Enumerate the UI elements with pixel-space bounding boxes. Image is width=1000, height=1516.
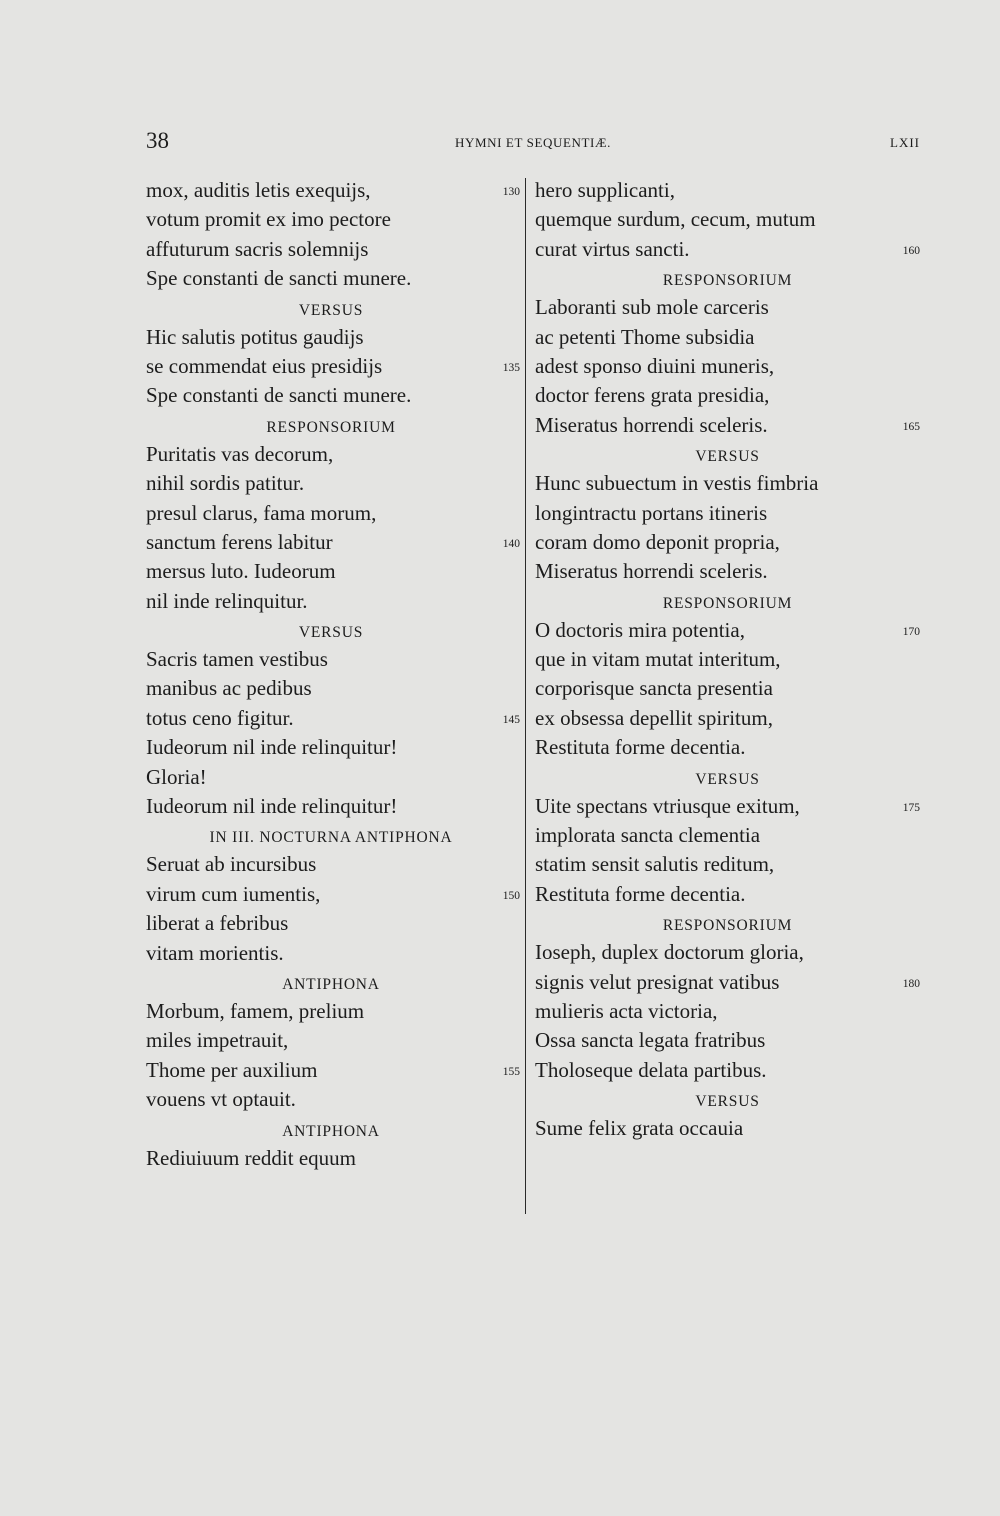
line-number: 175 (902, 801, 920, 814)
verse-line (146, 264, 516, 293)
verse-text: Gloria! (146, 764, 207, 789)
heading-text: RESPONSORIUM (662, 917, 793, 935)
verse-text: Spe constanti de sancti munere. (146, 383, 412, 408)
section-heading (535, 587, 920, 616)
verse-line (535, 176, 920, 205)
verse-text: mulieris acta victoria, (535, 998, 718, 1023)
verse-text: Tholoseque delata partibus. (535, 1057, 767, 1082)
verse-line (535, 352, 920, 381)
verse-text: signis velut presignat vatibus (535, 969, 780, 994)
line-number: 170 (902, 625, 920, 638)
verse-line (146, 792, 516, 821)
heading-text: RESPONSORIUM (266, 418, 396, 436)
verse-line (146, 939, 516, 968)
verse-text: vouens vt optauit. (146, 1087, 296, 1112)
verse-text: Sacris tamen vestibus (146, 647, 328, 672)
verse-text: Iudeorum nil inde relinquitur! (146, 794, 398, 819)
verse-text: curat virtus sancti. (535, 236, 690, 261)
verse-line (535, 469, 920, 498)
verse-text: Miseratus horrendi sceleris. (535, 559, 768, 584)
verse-line (146, 645, 516, 674)
verse-line (535, 323, 920, 352)
section-heading (146, 968, 516, 997)
verse-line (146, 880, 520, 909)
heading-text: VERSUS (298, 624, 364, 642)
verse-line (146, 674, 516, 703)
section-heading (146, 294, 516, 323)
verse-line (146, 1026, 516, 1055)
verse-text: Puritatis vas decorum, (146, 441, 334, 466)
verse-line (146, 381, 516, 410)
line-number: 180 (902, 977, 920, 990)
line-number: 150 (502, 889, 520, 902)
verse-line (146, 528, 520, 557)
verse-text: Ossa sancta legata fratribus (535, 1028, 766, 1053)
section-heading (535, 1085, 920, 1114)
heading-text: IN III. NOCTURNA ANTIPHONA (209, 829, 453, 847)
verse-line (535, 1114, 920, 1143)
verse-line (146, 235, 516, 264)
line-number: 155 (502, 1065, 520, 1078)
verse-text: implorata sancta clementia (535, 823, 761, 848)
verse-line (146, 1085, 516, 1114)
verse-line (535, 997, 920, 1026)
verse-line (535, 293, 920, 322)
verse-text: O doctoris mira potentia, (535, 617, 745, 642)
verse-line (146, 1056, 520, 1085)
line-number: 145 (502, 713, 520, 726)
right-column (535, 176, 920, 1144)
verse-line (535, 968, 920, 997)
verse-line (146, 323, 516, 352)
verse-text: Miseratus horrendi sceleris. (535, 412, 768, 437)
verse-line (535, 821, 920, 850)
verse-line (535, 528, 920, 557)
verse-line (146, 469, 516, 498)
verse-line (535, 704, 920, 733)
verse-line (535, 880, 920, 909)
verse-text: que in vitam mutat interitum, (535, 647, 781, 672)
verse-text: Spe constanti de sancti munere. (146, 266, 412, 291)
verse-text: Rediuiuum reddit equum (146, 1145, 356, 1170)
heading-text: RESPONSORIUM (662, 272, 793, 290)
verse-text: Ioseph, duplex doctorum gloria, (535, 940, 804, 965)
left-column (146, 176, 520, 1173)
verse-line (535, 938, 920, 967)
line-number: 165 (902, 420, 920, 433)
verse-text: virum cum iumentis, (146, 881, 321, 906)
verse-text: presul clarus, fama morum, (146, 500, 377, 525)
verse-text: affuturum sacris solemnijs (146, 236, 369, 261)
heading-text: VERSUS (695, 770, 760, 788)
verse-line (146, 1144, 516, 1173)
verse-text: Hunc subuectum in vestis fimbria (535, 471, 819, 496)
verse-text: sanctum ferens labitur (146, 529, 333, 554)
verse-text: Seruat ab incursibus (146, 852, 317, 877)
verse-text: Uite spectans vtriusque exitum, (535, 793, 800, 818)
verse-text: mersus luto. Iudeorum (146, 559, 336, 584)
verse-line (535, 616, 920, 645)
section-heading (146, 821, 516, 850)
section-heading (535, 909, 920, 938)
verse-line (146, 997, 516, 1026)
verse-text: corporisque sancta presentia (535, 676, 773, 701)
verse-line (146, 704, 520, 733)
line-number: 160 (902, 244, 920, 257)
verse-text: Restituta forme decentia. (535, 735, 746, 760)
line-number: 140 (502, 537, 520, 550)
verse-line (146, 499, 516, 528)
verse-text: Laboranti sub mole carceris (535, 295, 769, 320)
verse-line (535, 205, 920, 234)
verse-line (146, 909, 516, 938)
verse-text: miles impetrauit, (146, 1028, 289, 1053)
verse-text: hero supplicanti, (535, 178, 675, 202)
column-divider (525, 178, 526, 1214)
verse-line (535, 235, 920, 264)
section-heading (146, 616, 516, 645)
verse-text: adest sponso diuini muneris, (535, 353, 775, 378)
verse-line (146, 205, 516, 234)
verse-line (535, 1056, 920, 1085)
verse-line (535, 1026, 920, 1055)
section-number: LXII (890, 135, 920, 150)
verse-line (535, 645, 920, 674)
verse-text: nihil sordis patitur. (146, 471, 305, 496)
heading-text: RESPONSORIUM (662, 594, 793, 612)
verse-text: se commendat eius presidijs (146, 353, 383, 378)
verse-text: ac petenti Thome subsidia (535, 324, 755, 349)
verse-text: vitam morientis. (146, 940, 284, 965)
page-number: 38 (146, 128, 169, 153)
verse-line (535, 792, 920, 821)
heading-text: VERSUS (695, 1093, 760, 1111)
heading-text: VERSUS (298, 301, 364, 319)
section-heading (535, 440, 920, 469)
line-number: 135 (502, 361, 520, 374)
heading-text: ANTIPHONA (282, 975, 380, 993)
line-number: 130 (502, 186, 520, 198)
verse-text: mox, auditis letis exequijs, (146, 178, 371, 202)
verse-text: totus ceno figitur. (146, 705, 294, 730)
running-header (146, 128, 920, 158)
verse-line (146, 557, 516, 586)
verse-line (146, 176, 520, 205)
verse-text: votum promit ex imo pectore (146, 207, 391, 232)
verse-line (146, 587, 516, 616)
verse-line (146, 763, 516, 792)
section-heading (146, 411, 516, 440)
verse-text: coram domo deponit propria, (535, 529, 780, 554)
verse-text: Restituta forme decentia. (535, 881, 746, 906)
verse-line (535, 733, 920, 762)
verse-line (146, 440, 516, 469)
verse-text: Sume felix grata occauia (535, 1116, 744, 1141)
verse-text: Morbum, famem, prelium (146, 998, 365, 1023)
verse-line (535, 411, 920, 440)
heading-text: ANTIPHONA (282, 1122, 380, 1140)
section-heading (535, 763, 920, 792)
verse-text: Thome per auxilium (146, 1057, 318, 1082)
verse-line (146, 733, 516, 762)
verse-line (535, 674, 920, 703)
running-title: HYMNI ET SEQUENTIÆ. (455, 135, 611, 150)
verse-text: nil inde relinquitur. (146, 588, 308, 613)
verse-line (535, 381, 920, 410)
verse-line (535, 850, 920, 879)
verse-text: liberat a febribus (146, 911, 289, 936)
verse-line (146, 352, 520, 381)
verse-text: quemque surdum, cecum, mutum (535, 207, 816, 232)
verse-text: Iudeorum nil inde relinquitur! (146, 735, 398, 760)
verse-text: manibus ac pedibus (146, 676, 312, 701)
verse-text: Hic salutis potitus gaudijs (146, 324, 364, 349)
verse-line (146, 850, 516, 879)
section-heading (146, 1115, 516, 1144)
verse-line (535, 557, 920, 586)
section-heading (535, 264, 920, 293)
verse-text: doctor ferens grata presidia, (535, 383, 770, 408)
verse-text: statim sensit salutis reditum, (535, 852, 775, 877)
verse-text: ex obsessa depellit spiritum, (535, 705, 773, 730)
verse-text: longintractu portans itineris (535, 500, 768, 525)
verse-line (535, 499, 920, 528)
heading-text: VERSUS (695, 448, 760, 466)
